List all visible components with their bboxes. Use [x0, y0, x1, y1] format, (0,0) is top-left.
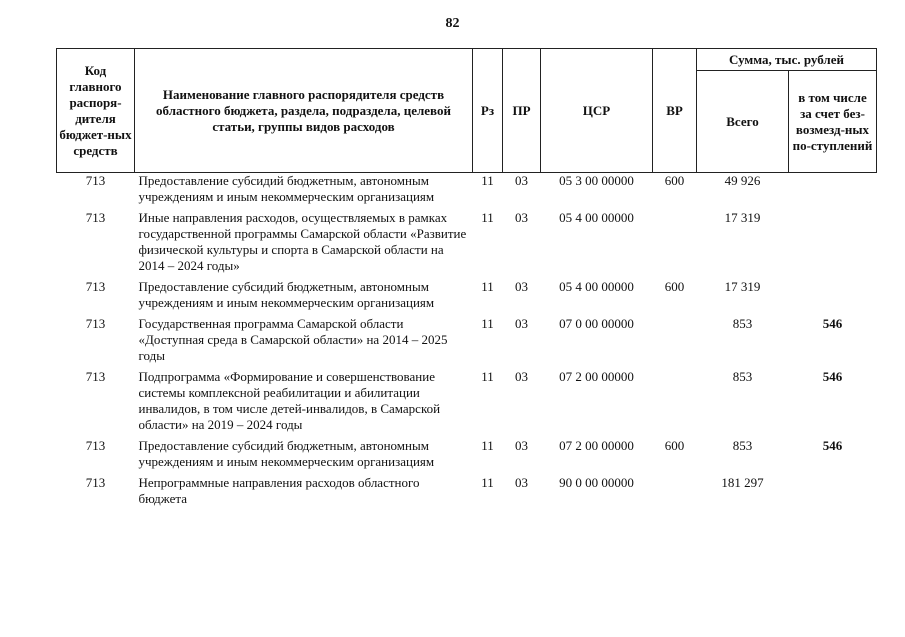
cell-csr: 07 2 00 00000	[559, 438, 634, 453]
cell-grants: 546	[822, 369, 843, 384]
header-csr: ЦСР	[541, 49, 653, 173]
cell-pr: 03	[515, 279, 528, 294]
cell-vr: 600	[664, 438, 685, 453]
cell-total: 853	[732, 369, 753, 384]
cell-csr: 07 2 00 00000	[559, 369, 634, 384]
cell-vr	[653, 475, 697, 507]
cell-rz: 11	[481, 173, 494, 188]
table-row	[57, 316, 877, 369]
table-row	[57, 210, 877, 279]
cell-rz: 11	[481, 369, 494, 384]
cell-code: 713	[85, 475, 106, 490]
table-body	[57, 173, 877, 508]
cell-name: Непрограммные направления расходов областного бюджета	[138, 475, 420, 506]
cell-code: 713	[85, 279, 106, 294]
cell-grants: 546	[822, 316, 843, 331]
cell-vr	[653, 369, 697, 438]
cell-total: 17 319	[724, 279, 761, 294]
page-number: 82	[445, 16, 460, 31]
header-vr: ВР	[653, 49, 697, 173]
cell-code: 713	[85, 316, 106, 331]
header-name: Наименование главного распорядителя средств областного бюджета, раздела, подраздела, целевой статьи, группы видов расходов	[135, 49, 473, 173]
cell-name: Предоставление субсидий бюджетным, автономным учреждениям и иным некоммерческим организациям	[138, 279, 435, 310]
cell-name: Государственная программа Самарской области «Доступная среда в Самарской области» на 2014 – 2025 годы	[138, 316, 448, 363]
table-row	[57, 279, 877, 316]
cell-grants	[789, 279, 877, 316]
cell-total: 181 297	[721, 475, 764, 490]
budget-table	[56, 48, 877, 507]
cell-total: 49 926	[724, 173, 761, 188]
cell-pr: 03	[515, 369, 528, 384]
cell-rz: 11	[481, 210, 494, 225]
cell-csr: 05 4 00 00000	[559, 279, 634, 294]
cell-name: Предоставление субсидий бюджетным, автономным учреждениям и иным некоммерческим организациям	[138, 438, 435, 469]
cell-rz: 11	[481, 475, 494, 490]
table-row	[57, 475, 877, 507]
cell-csr: 05 3 00 00000	[559, 173, 634, 188]
cell-total: 853	[732, 316, 753, 331]
cell-vr: 600	[664, 173, 685, 188]
cell-vr	[653, 316, 697, 369]
table-header	[57, 49, 877, 173]
cell-rz: 11	[481, 316, 494, 331]
cell-pr: 03	[515, 475, 528, 490]
cell-pr: 03	[515, 210, 528, 225]
cell-total: 853	[732, 438, 753, 453]
header-sum-group: Сумма, тыс. рублей	[697, 49, 877, 71]
cell-grants	[789, 210, 877, 279]
cell-grants: 546	[822, 438, 843, 453]
cell-pr: 03	[515, 173, 528, 188]
cell-grants	[789, 173, 877, 211]
table-row	[57, 173, 877, 211]
cell-code: 713	[85, 369, 106, 384]
cell-grants	[789, 475, 877, 507]
header-pr: ПР	[503, 49, 541, 173]
cell-pr: 03	[515, 438, 528, 453]
header-total: Всего	[697, 71, 789, 173]
cell-code: 713	[85, 173, 106, 188]
cell-vr	[653, 210, 697, 279]
cell-name: Иные направления расходов, осуществляемых в рамках государственной программы Самарской области «Развитие физической культуры и спорта в Самарской области на 2014 – 2024 годы»	[138, 210, 467, 273]
cell-rz: 11	[481, 438, 494, 453]
table-row	[57, 438, 877, 475]
header-code: Код главного распоря-дителя бюджет-ных средств	[57, 49, 135, 173]
cell-code: 713	[85, 438, 106, 453]
cell-csr: 90 0 00 00000	[559, 475, 634, 490]
header-grants: в том числе за счет без-возмезд-ных по-ступлений	[789, 71, 877, 173]
cell-csr: 05 4 00 00000	[559, 210, 634, 225]
cell-name: Подпрограмма «Формирование и совершенствование системы комплексной реабилитации и абилитации инвалидов, в том числе детей-инвалидов, в Самарской области» на 2019 – 2024 годы	[138, 369, 441, 432]
cell-vr: 600	[664, 279, 685, 294]
table-row	[57, 369, 877, 438]
cell-name: Предоставление субсидий бюджетным, автономным учреждениям и иным некоммерческим организациям	[138, 173, 435, 204]
cell-total: 17 319	[724, 210, 761, 225]
cell-code: 713	[85, 210, 106, 225]
header-rz: Рз	[473, 49, 503, 173]
cell-csr: 07 0 00 00000	[559, 316, 634, 331]
cell-rz: 11	[481, 279, 494, 294]
cell-pr: 03	[515, 316, 528, 331]
